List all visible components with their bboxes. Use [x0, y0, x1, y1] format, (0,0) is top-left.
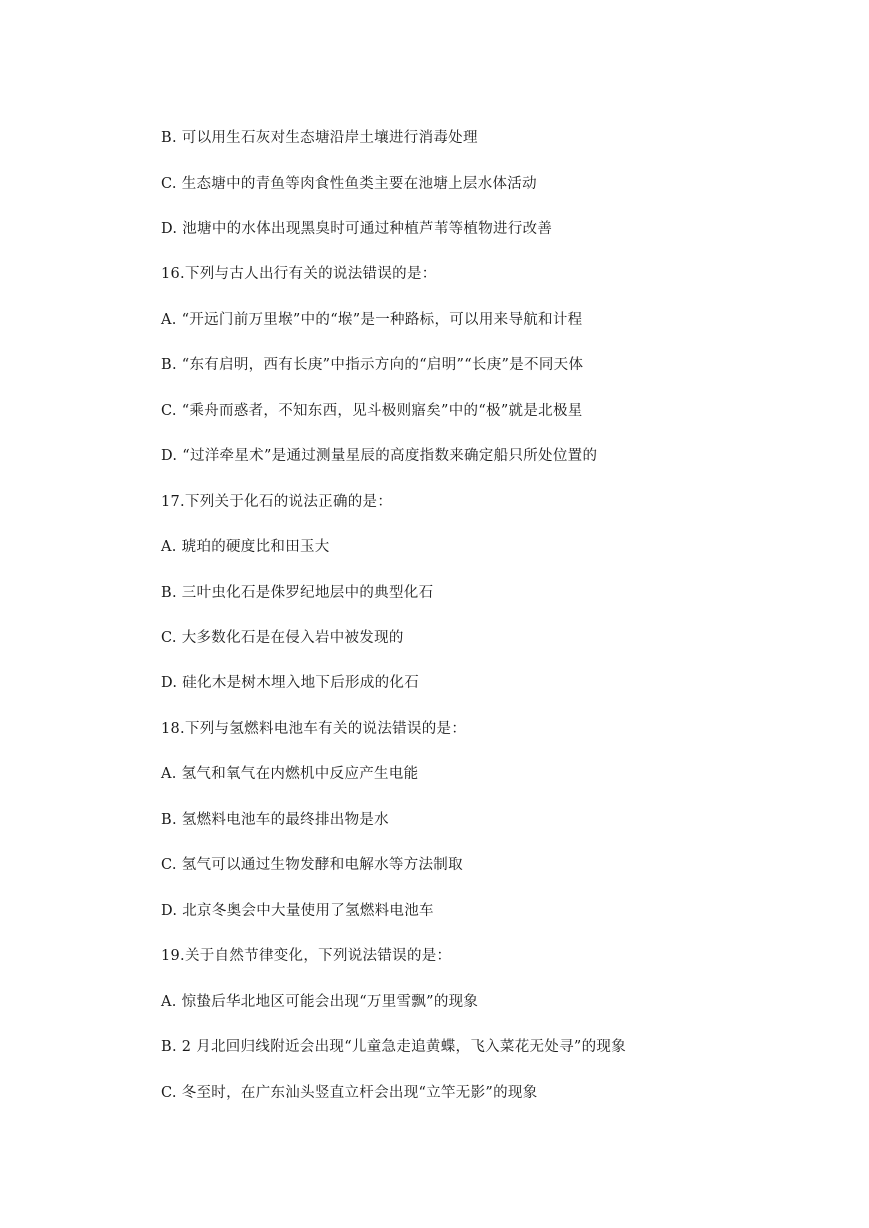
option-16b: B. “东有启明，西有长庚”中指示方向的“启明”“长庚”是不同天体 — [161, 357, 584, 373]
option-19c: C. 冬至时，在广东汕头竖直立杆会出现“立竿无影”的现象 — [161, 1085, 538, 1101]
option-18a: A. 氢气和氧气在内燃机中反应产生电能 — [161, 766, 419, 782]
option-15d: D. 池塘中的水体出现黑臭时可通过种植芦苇等植物进行改善 — [161, 221, 553, 237]
option-17b: B. 三叶虫化石是侏罗纪地层中的典型化石 — [161, 585, 434, 601]
option-18d: D. 北京冬奥会中大量使用了氢燃料电池车 — [161, 903, 434, 919]
question-18: 18.下列与氢燃料电池车有关的说法错误的是： — [161, 721, 467, 737]
option-17a: A. 琥珀的硬度比和田玉大 — [161, 539, 330, 555]
option-19b: B. 2 月北回归线附近会出现“儿童急走追黄蝶，飞入菜花无处寻”的现象 — [161, 1039, 627, 1055]
option-17c: C. 大多数化石是在侵入岩中被发现的 — [161, 630, 404, 646]
question-16: 16.下列与古人出行有关的说法错误的是： — [161, 266, 437, 282]
option-16d: D. “过洋牵星术”是通过测量星辰的高度指数来确定船只所处位置的 — [161, 448, 598, 464]
option-17d: D. 硅化木是树木埋入地下后形成的化石 — [161, 675, 420, 691]
option-16a: A. “开远门前万里堠”中的“堠”是一种路标，可以用来导航和计程 — [161, 312, 583, 328]
option-18b: B. 氢燃料电池车的最终排出物是水 — [161, 812, 389, 828]
option-15c: C. 生态塘中的青鱼等肉食性鱼类主要在池塘上层水体活动 — [161, 176, 537, 192]
option-15b: B. 可以用生石灰对生态塘沿岸土壤进行消毒处理 — [161, 130, 478, 146]
option-16c: C. “乘舟而惑者，不知东西，见斗极则寤矣”中的“极”就是北极星 — [161, 403, 583, 419]
question-19: 19.关于自然节律变化，下列说法错误的是： — [161, 948, 452, 964]
question-17: 17.下列关于化石的说法正确的是： — [161, 494, 393, 510]
option-19a: A. 惊蛰后华北地区可能会出现“万里雪飘”的现象 — [161, 994, 479, 1010]
option-18c: C. 氢气可以通过生物发酵和电解水等方法制取 — [161, 857, 463, 873]
